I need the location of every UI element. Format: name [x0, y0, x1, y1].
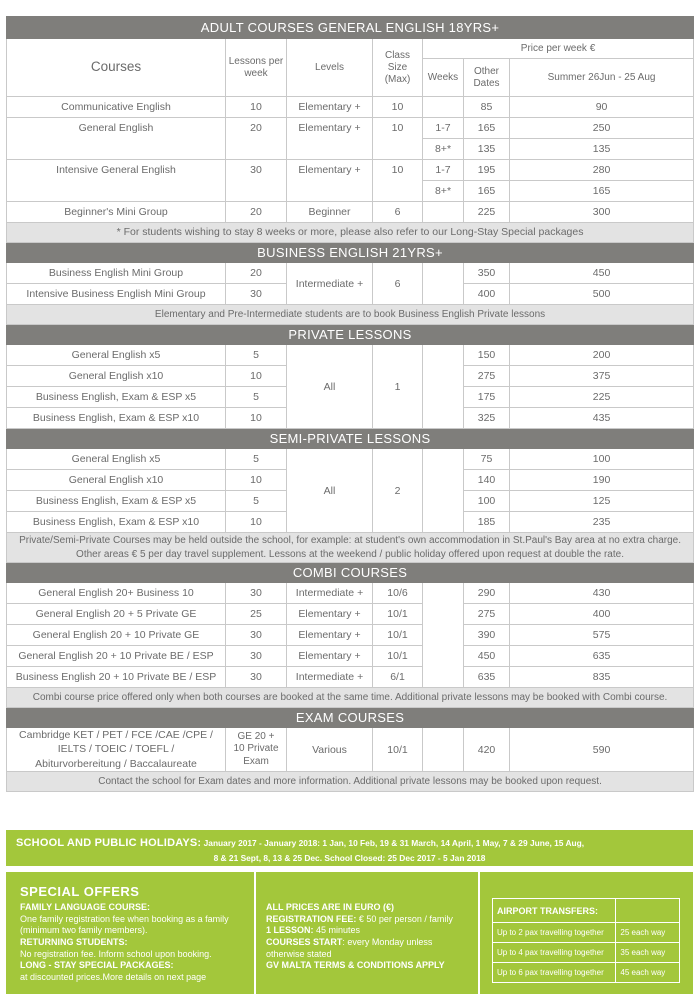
- courses-start-label: COURSES START: [266, 937, 343, 948]
- weeks-value: 1-7: [423, 160, 464, 181]
- lessons-value: 30: [226, 160, 287, 202]
- transfer-price: 45 each way: [616, 963, 680, 983]
- registration-fee-label: REGISTRATION FEE:: [266, 913, 357, 924]
- course-name: General English 20+ Business 10: [7, 583, 226, 604]
- other-dates-price: 140: [464, 470, 510, 491]
- note-line-1: Private/Semi-Private Courses may be held outside the school, for example: at student's own accommodation in St.Paul's Bay area at no extra charge.: [19, 535, 681, 546]
- special-offers-title: SPECIAL OFFERS: [20, 884, 140, 899]
- lessons-value: 20: [226, 118, 287, 160]
- table-row: [7, 97, 694, 118]
- courses-start-value: : every Monday unless otherwise stated: [266, 937, 433, 959]
- long-stay-title: LONG - STAY SPECIAL PACKAGES:: [20, 960, 174, 971]
- class-size-value: 10/1: [373, 728, 423, 772]
- level-value: All: [287, 345, 373, 429]
- summer-price: 200: [510, 345, 694, 366]
- header-price-per-week: Price per week €: [423, 39, 694, 59]
- family-course-text: One family registration fee when booking as a family (minimum two family members).: [20, 913, 229, 936]
- lessons-value: 30: [226, 646, 287, 667]
- course-name: Business English Mini Group: [7, 263, 226, 284]
- other-dates-price: 420: [464, 728, 510, 772]
- header-class-size: Class Size (Max): [373, 39, 423, 97]
- section-header-adult: [7, 17, 694, 39]
- section-title: COMBI COURSES: [7, 563, 694, 583]
- registration-fee-value: € 50 per person / family: [358, 913, 453, 924]
- lessons-value: 25: [226, 604, 287, 625]
- summer-price: 235: [510, 512, 694, 533]
- course-name: Business English, Exam & ESP x5: [7, 491, 226, 512]
- lessons-value: 5: [226, 387, 287, 408]
- lessons-line-2: 10 Private: [233, 743, 279, 755]
- summer-price: 400: [510, 604, 694, 625]
- table-row: [493, 923, 680, 943]
- header-summer: Summer 26Jun - 25 Aug: [510, 59, 694, 97]
- table-row: [7, 667, 694, 688]
- other-dates-price: 195: [464, 160, 510, 181]
- section-title: SEMI-PRIVATE LESSONS: [7, 429, 694, 449]
- summer-price: 125: [510, 491, 694, 512]
- section-title: BUSINESS ENGLISH 21YRS+: [7, 243, 694, 263]
- summer-price: 635: [510, 646, 694, 667]
- course-name: General English: [7, 118, 226, 160]
- level-value: Elementary +: [287, 97, 373, 118]
- other-dates-price: 175: [464, 387, 510, 408]
- holidays-banner: [6, 830, 693, 866]
- table-row: [7, 604, 694, 625]
- course-name: Communicative English: [7, 97, 226, 118]
- lessons-value: 10: [226, 408, 287, 429]
- section-note: [7, 305, 694, 325]
- section-header-private: [7, 325, 694, 345]
- weeks-value: [423, 202, 464, 223]
- lessons-value: 20: [226, 202, 287, 223]
- summer-price: 590: [510, 728, 694, 772]
- level-value: Elementary +: [287, 646, 373, 667]
- price-list: [6, 16, 693, 792]
- note-text: * For students wishing to stay 8 weeks or more, please also refer to our Long-Stay Special packages: [7, 223, 694, 243]
- level-value: Various: [287, 728, 373, 772]
- table-row: [7, 263, 694, 284]
- transfer-label: Up to 6 pax travelling together: [493, 963, 616, 983]
- airport-transfers-table: [492, 898, 680, 983]
- terms-note: GV MALTA TERMS & CONDITIONS APPLY: [266, 960, 445, 971]
- weeks-value: 8+*: [423, 181, 464, 202]
- course-name: Business English, Exam & ESP x10: [7, 408, 226, 429]
- course-name: Business English 20 + 10 Private BE / ESP: [7, 667, 226, 688]
- section-header-exam: [7, 708, 694, 728]
- currency-note: ALL PRICES ARE IN EURO (€): [266, 902, 395, 912]
- holidays-label: SCHOOL AND PUBLIC HOLIDAYS:: [16, 837, 202, 849]
- summer-price: 500: [510, 284, 694, 305]
- course-name: Business English, Exam & ESP x5: [7, 387, 226, 408]
- course-name: Intensive General English: [7, 160, 226, 202]
- summer-price: 100: [510, 449, 694, 470]
- table-row: [7, 646, 694, 667]
- course-name: General English x10: [7, 470, 226, 491]
- transfer-label: Up to 2 pax travelling together: [493, 923, 616, 943]
- table-row: [7, 202, 694, 223]
- header-weeks: Weeks: [423, 59, 464, 97]
- level-value: Elementary +: [287, 625, 373, 646]
- class-size-value: 6: [373, 202, 423, 223]
- class-size-value: 10: [373, 118, 423, 160]
- section-title: PRIVATE LESSONS: [7, 325, 694, 345]
- level-value: Beginner: [287, 202, 373, 223]
- note-text: Elementary and Pre-Intermediate students are to book Business English Private lessons: [7, 305, 694, 325]
- class-size-value: 10: [373, 97, 423, 118]
- note-text: [7, 533, 694, 563]
- summer-price: 225: [510, 387, 694, 408]
- class-size-value: 1: [373, 345, 423, 429]
- lessons-value: 10: [226, 512, 287, 533]
- table-row: [7, 118, 694, 139]
- lesson-length-value: 45 minutes: [316, 925, 361, 936]
- section-note: [7, 533, 694, 563]
- other-dates-price: 75: [464, 449, 510, 470]
- general-info-column: [254, 872, 478, 994]
- level-value: Intermediate +: [287, 263, 373, 305]
- lessons-line-1: GE 20 +: [237, 730, 275, 742]
- class-size-value: 10: [373, 160, 423, 202]
- weeks-value: [423, 449, 464, 533]
- summer-price: 135: [510, 139, 694, 160]
- other-dates-price: 400: [464, 284, 510, 305]
- special-offers-column: [6, 872, 254, 994]
- class-size-value: 6/1: [373, 667, 423, 688]
- summer-price: 90: [510, 97, 694, 118]
- table-row: [7, 160, 694, 181]
- class-size-value: 10/1: [373, 604, 423, 625]
- other-dates-price: 325: [464, 408, 510, 429]
- airport-transfers-column: [478, 872, 693, 994]
- other-dates-price: 350: [464, 263, 510, 284]
- table-row: [7, 583, 694, 604]
- course-name: Intensive Business English Mini Group: [7, 284, 226, 305]
- course-name: Beginner's Mini Group: [7, 202, 226, 223]
- level-value: Elementary +: [287, 160, 373, 202]
- other-dates-price: 635: [464, 667, 510, 688]
- table-row: [493, 943, 680, 963]
- summer-price: 300: [510, 202, 694, 223]
- transfer-label: Up to 4 pax travelling together: [493, 943, 616, 963]
- weeks-value: [423, 583, 464, 688]
- table-row: [7, 449, 694, 470]
- section-note: [7, 688, 694, 708]
- course-name: [7, 728, 226, 772]
- holidays-line-1: January 2017 - January 2018: 1 Jan, 10 Feb, 19 & 31 March, 14 April, 1 May, 7 & 29 June, 15 Aug,: [203, 838, 585, 848]
- level-value: Intermediate +: [287, 667, 373, 688]
- course-name: General English x5: [7, 345, 226, 366]
- table-row: [7, 728, 694, 772]
- other-dates-price: 290: [464, 583, 510, 604]
- class-size-value: 10/6: [373, 583, 423, 604]
- special-offers-panel: [6, 872, 693, 994]
- lessons-value: 30: [226, 583, 287, 604]
- airport-header-row: [493, 899, 680, 923]
- summer-price: 250: [510, 118, 694, 139]
- column-header-row: [7, 39, 694, 59]
- class-size-value: 6: [373, 263, 423, 305]
- lessons-value: 5: [226, 449, 287, 470]
- header-courses: Courses: [7, 39, 226, 97]
- course-name: General English 20 + 5 Private GE: [7, 604, 226, 625]
- class-size-value: 10/1: [373, 646, 423, 667]
- summer-price: 190: [510, 470, 694, 491]
- lessons-value: 30: [226, 667, 287, 688]
- other-dates-price: 135: [464, 139, 510, 160]
- lessons-value: 5: [226, 345, 287, 366]
- section-header-semi-private: [7, 429, 694, 449]
- summer-price: 165: [510, 181, 694, 202]
- course-price-table: [6, 16, 694, 792]
- lessons-line-3: Exam: [243, 755, 269, 767]
- other-dates-price: 390: [464, 625, 510, 646]
- transfer-price: 35 each way: [616, 943, 680, 963]
- weeks-value: 1-7: [423, 118, 464, 139]
- weeks-value: [423, 728, 464, 772]
- other-dates-price: 225: [464, 202, 510, 223]
- section-title: ADULT COURSES GENERAL ENGLISH 18YRS+: [7, 17, 694, 39]
- lessons-value: 20: [226, 263, 287, 284]
- other-dates-price: 275: [464, 366, 510, 387]
- table-row: [493, 963, 680, 983]
- note-text: Contact the school for Exam dates and more information. Additional private lessons may be booked upon request.: [7, 772, 694, 792]
- course-name: General English 20 + 10 Private GE: [7, 625, 226, 646]
- lessons-value: 30: [226, 625, 287, 646]
- other-dates-price: 85: [464, 97, 510, 118]
- lessons-value: 10: [226, 470, 287, 491]
- course-name: General English x10: [7, 366, 226, 387]
- course-name-line-2: IELTS / TOEIC / TOEFL /: [57, 743, 175, 756]
- returning-students-text: No registration fee. Inform school upon booking.: [20, 948, 212, 959]
- holidays-line-2: 8 & 21 Sept, 8, 13 & 25 Dec. School Closed: 25 Dec 2017 - 5 Jan 2018: [213, 853, 486, 864]
- lessons-value: 5: [226, 491, 287, 512]
- weeks-value: 8+*: [423, 139, 464, 160]
- lesson-length-label: 1 LESSON:: [266, 925, 314, 936]
- weeks-value: [423, 345, 464, 429]
- table-row: [7, 625, 694, 646]
- level-value: Elementary +: [287, 118, 373, 160]
- class-size-value: 10/1: [373, 625, 423, 646]
- transfer-price: 25 each way: [616, 923, 680, 943]
- section-header-business: [7, 243, 694, 263]
- course-name: Business English, Exam & ESP x10: [7, 512, 226, 533]
- lessons-value: [226, 728, 287, 772]
- level-value: All: [287, 449, 373, 533]
- table-row: [7, 345, 694, 366]
- section-title: EXAM COURSES: [7, 708, 694, 728]
- returning-students-title: RETURNING STUDENTS:: [20, 937, 128, 948]
- other-dates-price: 100: [464, 491, 510, 512]
- level-value: Intermediate +: [287, 583, 373, 604]
- section-note: [7, 772, 694, 792]
- long-stay-text: at discounted prices.More details on next page: [20, 972, 207, 983]
- summer-price: 280: [510, 160, 694, 181]
- lessons-value: 10: [226, 366, 287, 387]
- weeks-value: [423, 263, 464, 305]
- airport-transfers-title: AIRPORT TRANSFERS:: [493, 899, 616, 923]
- note-line-2: Other areas € 5 per day travel supplement. Lessons at the weekend / public holiday offered upon request at double the rate.: [76, 548, 624, 560]
- course-name-line-1: Cambridge KET / PET / FCE /CAE /CPE /: [19, 729, 213, 742]
- other-dates-price: 185: [464, 512, 510, 533]
- family-course-title: FAMILY LANGUAGE COURSE:: [20, 902, 151, 912]
- other-dates-price: 150: [464, 345, 510, 366]
- section-note: [7, 223, 694, 243]
- summer-price: 435: [510, 408, 694, 429]
- other-dates-price: 165: [464, 181, 510, 202]
- summer-price: 450: [510, 263, 694, 284]
- level-value: Elementary +: [287, 604, 373, 625]
- summer-price: 430: [510, 583, 694, 604]
- note-text: Combi course price offered only when both courses are booked at the same time. Additional private lessons may be booked with Combi course.: [7, 688, 694, 708]
- weeks-value: [423, 97, 464, 118]
- header-lessons: Lessons per week: [226, 39, 287, 97]
- other-dates-price: 275: [464, 604, 510, 625]
- lessons-value: 10: [226, 97, 287, 118]
- class-size-value: 2: [373, 449, 423, 533]
- course-name: General English x5: [7, 449, 226, 470]
- summer-price: 575: [510, 625, 694, 646]
- other-dates-price: 165: [464, 118, 510, 139]
- summer-price: 375: [510, 366, 694, 387]
- section-header-combi: [7, 563, 694, 583]
- other-dates-price: 450: [464, 646, 510, 667]
- lessons-value: 30: [226, 284, 287, 305]
- course-name-line-3: Abiturvorbereitung / Baccalaureate: [35, 757, 197, 770]
- header-other-dates: Other Dates: [464, 59, 510, 97]
- summer-price: 835: [510, 667, 694, 688]
- course-name: General English 20 + 10 Private BE / ESP: [7, 646, 226, 667]
- header-levels: Levels: [287, 39, 373, 97]
